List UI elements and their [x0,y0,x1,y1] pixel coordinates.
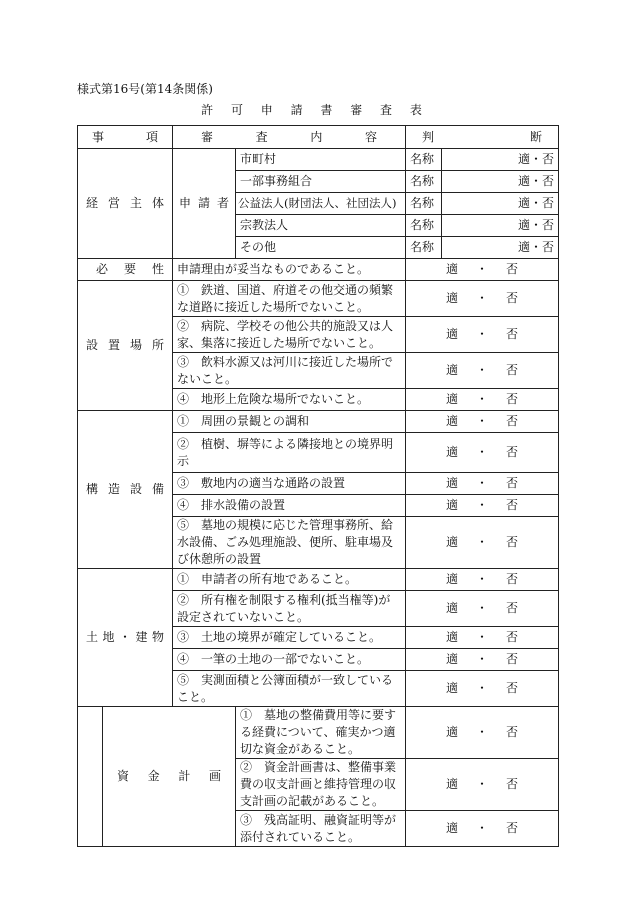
judgment-option: ・ [475,777,488,791]
judgment-cell [406,671,559,707]
judgment-option: 適 [446,498,459,512]
judgment-mark: 適・否 [517,174,554,188]
entity-label: 市町村 [236,149,406,171]
section-label-kozo [78,411,173,569]
judgment-option: 適 [446,445,459,459]
form-number: 様式第16号(第14条関係) [77,82,213,96]
label-char: 容 [364,129,377,144]
judgment-option: 否 [505,414,518,428]
header-row [78,126,559,149]
section-label-hitsuyo [78,259,173,281]
name-label: 名称 [406,171,442,193]
criterion-text: ④ 排水設備の設置 [173,495,406,517]
label-char: 物 [151,630,164,644]
judgment-option: ・ [475,535,488,549]
name-label: 名称 [406,237,442,259]
judgment-cell [406,473,559,495]
label-char: 設 [129,482,142,496]
table-row [78,411,559,433]
criterion-text: 申請理由が妥当なものであること。 [173,259,406,281]
judgment-option: 適 [446,821,459,835]
judgment-option: 否 [505,392,518,406]
judgment-mark: 適・否 [517,152,554,166]
criterion-text: ① 墓地の整備費用等に要する経費について、確実かつ適切な資金があること。 [236,707,406,759]
judgment-cell [406,569,559,591]
name-label: 名称 [406,193,442,215]
judgment-mark: 適・否 [517,240,554,254]
criterion-text: ② 所有権を制限する権利(抵当権等)が設定されていないこと。 [173,591,406,627]
judgment-cell [406,411,559,433]
label-char: 置 [107,338,120,352]
header-item [78,126,173,149]
name-field [442,171,559,193]
judgment-option: ・ [475,262,488,276]
label-char: 建 [135,630,148,644]
criterion-text: ③ 飲料水源又は河川に接近した場所でないこと。 [173,353,406,389]
label-char: 申 [179,196,192,210]
criterion-text: ⑤ 実測面積と公簿面積が一致していること。 [173,671,406,707]
judgment-cell [406,495,559,517]
judgment-option: 適 [446,262,459,276]
criterion-text: ③ 敷地内の適当な通路の設置 [173,473,406,495]
entity-label: 一部事務組合 [236,171,406,193]
judgment-option: 適 [446,777,459,791]
judgment-option: 否 [505,572,518,586]
judgment-mark: 適・否 [517,218,554,232]
entity-label: その他 [236,237,406,259]
judgment-option: 否 [505,681,518,695]
judgment-option: 適 [446,681,459,695]
judgment-option: ・ [475,363,488,377]
judgment-option: ・ [475,681,488,695]
judgment-option: ・ [475,445,488,459]
name-field [442,237,559,259]
judgment-cell [406,517,559,569]
judgment-option: 適 [446,725,459,739]
label-char: 造 [107,482,120,496]
judgment-cell [406,707,559,759]
empty-cell [78,707,103,847]
judgment-cell [406,649,559,671]
name-label: 名称 [406,149,442,171]
judgment-cell [406,811,559,847]
criterion-text: ⑤ 墓地の規模に応じた管理事務所、給水設備、ごみ処理施設、便所、駐車場及び休憩所の設置 [173,517,406,569]
section-label-keiei [78,149,173,259]
criterion-text: ① 鉄道、国道、府道その他交通の頻繁な道路に接近した場所でないこと。 [173,281,406,317]
judgment-cell [406,259,559,281]
label-char: 土 [86,630,99,644]
judgment-option: ・ [475,821,488,835]
label-char: 地 [102,630,115,644]
name-field [442,149,559,171]
judgment-option: 適 [446,363,459,377]
label-char: 営 [107,196,120,210]
judgment-option: 適 [446,392,459,406]
criterion-text: ② 資金計画書は、整備事業費の収支計画と維持管理の収支計画の記載があること。 [236,759,406,811]
section-label-shikin [103,707,236,847]
judgment-option: ・ [475,630,488,644]
judgment-option: ・ [475,601,488,615]
label-char: 性 [151,262,164,276]
section-label-tochi [78,569,173,707]
table-row [78,281,559,317]
criterion-text: ④ 一筆の土地の一部でないこと。 [173,649,406,671]
judgment-option: 適 [446,572,459,586]
judgment-option: 適 [446,630,459,644]
judgment-option: 否 [505,327,518,341]
criterion-text: ② 植樹、塀等による隣接地との境界明示 [173,433,406,473]
label-char: 画 [208,769,221,783]
label-char: 場 [129,338,142,352]
judgment-cell [406,389,559,411]
judgment-option: 否 [505,652,518,666]
criterion-text: ③ 残高証明、融資証明等が添付されていること。 [236,811,406,847]
table-row [78,259,559,281]
table-row [78,149,559,171]
judgment-cell [406,759,559,811]
judgment-option: ・ [475,291,488,305]
label-char: 者 [216,196,229,210]
label-char: 備 [151,482,164,496]
criterion-text: ① 申請者の所有地であること。 [173,569,406,591]
label-char: 体 [151,196,164,210]
name-field [442,193,559,215]
header-judgment [406,126,559,149]
label-char: 金 [147,769,160,783]
judgment-option: 適 [446,327,459,341]
label-char: 構 [86,482,99,496]
label-char: 経 [86,196,99,210]
judgment-option: ・ [475,652,488,666]
section-label-setchi [78,281,173,411]
judgment-cell [406,627,559,649]
judgment-option: 適 [446,414,459,428]
judgment-option: 適 [446,291,459,305]
entity-label: 公益法人(財団法人、社団法人) [236,193,406,215]
judgment-option: ・ [475,476,488,490]
judgment-option: ・ [475,572,488,586]
label-char: 計 [178,769,191,783]
judgment-option: ・ [475,498,488,512]
label-char: 主 [129,196,142,210]
judgment-option: 適 [446,535,459,549]
label-char: 判 [422,129,435,144]
label-char: 項 [145,129,158,144]
judgment-cell [406,317,559,353]
judgment-option: 否 [505,363,518,377]
label-char: 資 [117,769,130,783]
criterion-text: ④ 地形上危険な場所でないこと。 [173,389,406,411]
judgment-option: 否 [505,291,518,305]
judgment-option: 適 [446,652,459,666]
judgment-cell [406,591,559,627]
judgment-option: 否 [505,725,518,739]
table-row [78,569,559,591]
label-char: 事 [92,129,105,144]
judgment-option: 否 [505,601,518,615]
judgment-option: 適 [446,476,459,490]
criterion-text: ① 周囲の景観との調和 [173,411,406,433]
judgment-option: 否 [505,445,518,459]
header-content [173,126,406,149]
judgment-option: 否 [505,262,518,276]
label-char: 請 [197,196,210,210]
judgment-cell [406,433,559,473]
judgment-option: 否 [505,777,518,791]
name-field [442,215,559,237]
label-char: ・ [118,630,131,644]
label-char: 所 [151,338,164,352]
label-char: 査 [255,129,268,144]
judgment-option: ・ [475,414,488,428]
name-label: 名称 [406,215,442,237]
entity-label: 宗教法人 [236,215,406,237]
review-table [77,125,559,847]
judgment-option: 否 [505,498,518,512]
label-char: 断 [529,129,542,144]
label-char: 設 [86,338,99,352]
label-char: 内 [310,129,323,144]
judgment-cell [406,353,559,389]
judgment-option: 否 [505,535,518,549]
judgment-option: 否 [505,476,518,490]
criterion-text: ② 病院、学校その他公共的施設又は人家、集落に接近した場所でないこと。 [173,317,406,353]
label-char: 必 [96,262,109,276]
judgment-option: 否 [505,630,518,644]
judgment-option: 否 [505,821,518,835]
label-char: 要 [123,262,136,276]
judgment-option: ・ [475,392,488,406]
applicant-label [173,149,236,259]
criterion-text: ③ 土地の境界が確定していること。 [173,627,406,649]
judgment-option: ・ [475,327,488,341]
judgment-option: ・ [475,725,488,739]
label-char: 審 [201,129,214,144]
document-title: 許 可 申 請 書 審 査 表 [201,103,429,117]
judgment-cell [406,281,559,317]
judgment-mark: 適・否 [517,196,554,210]
table-row [78,707,559,759]
judgment-option: 適 [446,601,459,615]
